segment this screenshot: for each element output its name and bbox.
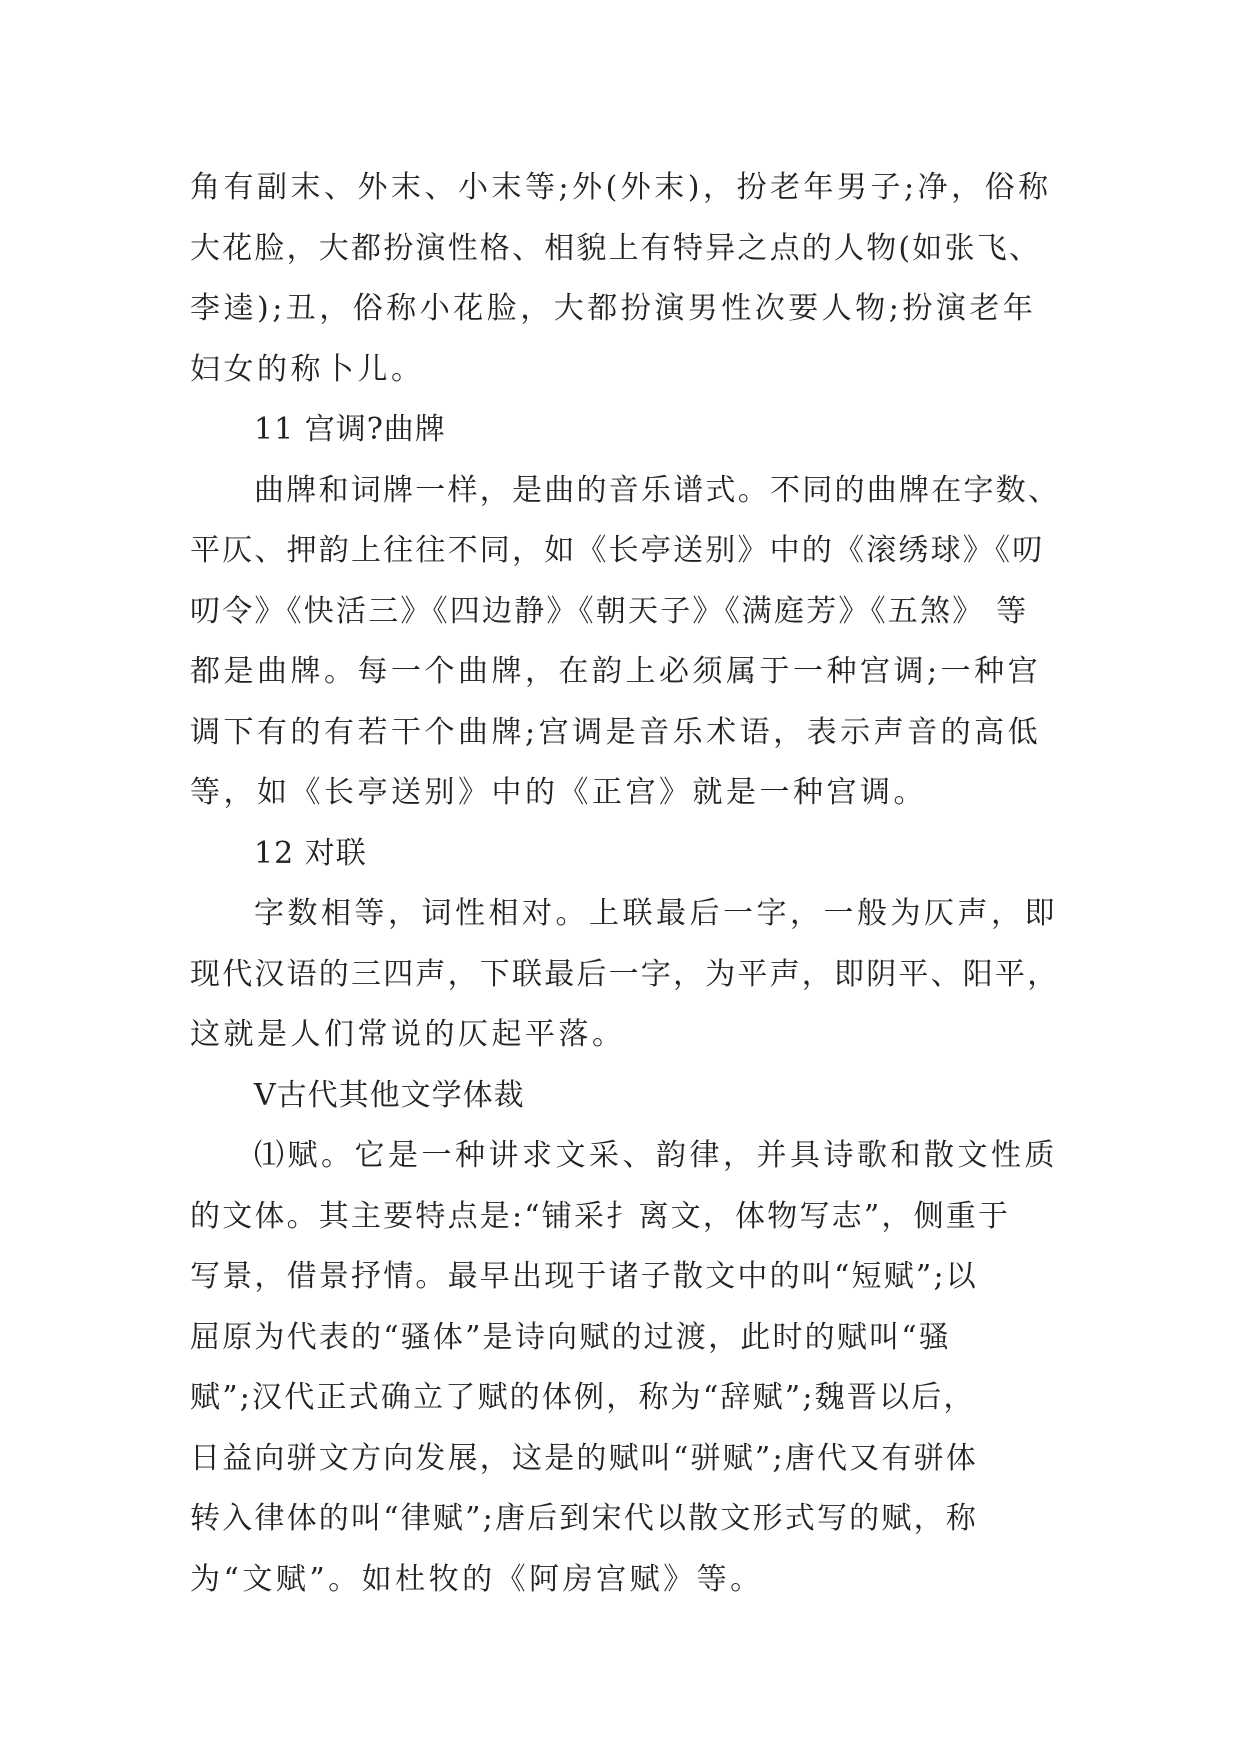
body-line: 李逵);丑，俗称小花脸，大都扮演男性次要人物;扮演老年	[190, 291, 1037, 326]
body-line: 调下有的有若干个曲牌;宫调是音乐术语，表示声音的高低	[190, 714, 1042, 750]
body-line: 为“文赋”。如杜牧的《阿房宫赋》等。	[190, 1561, 764, 1597]
section-heading-gongdiao-qupai: 11 宫调?曲牌	[254, 412, 446, 447]
body-line: 妇女的称卜儿。	[190, 351, 425, 387]
body-line: 等，如《长亭送别》中的《正宫》就是一种宫调。	[190, 775, 927, 810]
document-body	[190, 158, 1065, 1610]
body-line: 转入律体的叫“律赋”;唐后到宋代以散文形式写的赋，称	[190, 1501, 978, 1536]
body-line: 平仄、押韵上往往不同，如《长亭送别》中的《滚绣球》《叨	[190, 533, 1045, 568]
body-line: 角有副末、外末、小末等;外(外末)，扮老年男子;净，俗称	[190, 170, 1052, 205]
paragraph-first-line: 曲牌和词牌一样，是曲的音乐谱式。不同的曲牌在字数、	[254, 472, 1061, 508]
body-line: 的文体。其主要特点是:“铺采扌离文，体物写志”，侧重于	[190, 1198, 1011, 1234]
body-line: 都是曲牌。每一个曲牌，在韵上必须属于一种宫调;一种宫	[190, 654, 1042, 689]
body-line: 这就是人们常说的仄起平落。	[190, 1017, 626, 1052]
body-line: 叨令》《快活三》《四边静》《朝天子》《满庭芳》《五煞》 等	[190, 593, 1029, 629]
paragraph-first-line: 字数相等，词性相对。上联最后一字，一般为仄声，即	[254, 896, 1058, 931]
section-heading-other-genres: Ⅴ古代其他文学体裁	[254, 1077, 525, 1113]
body-line: 屈原为代表的“骚体”是诗向赋的过渡，此时的赋叫“骚	[190, 1319, 952, 1355]
body-line: 写景，借景抒情。最早出现于诸子散文中的叫“短赋”;以	[190, 1259, 978, 1294]
body-line: 赋”;汉代正式确立了赋的体例，称为“辞赋”;魏晋以后，	[190, 1380, 976, 1415]
body-line: 日益向骈文方向发展，这是的赋叫“骈赋”;唐代又有骈体	[190, 1440, 978, 1476]
body-line: 现代汉语的三四声，下联最后一字，为平声，即阴平、阳平，	[190, 956, 1060, 992]
paragraph-first-line: ⑴赋。它是一种讲求文采、韵律，并具诗歌和散文性质	[254, 1138, 1058, 1173]
body-line: 大花脸，大都扮演性格、相貌上有特异之点的人物(如张飞、	[190, 230, 1042, 266]
section-heading-duilian: 12 对联	[254, 835, 367, 871]
